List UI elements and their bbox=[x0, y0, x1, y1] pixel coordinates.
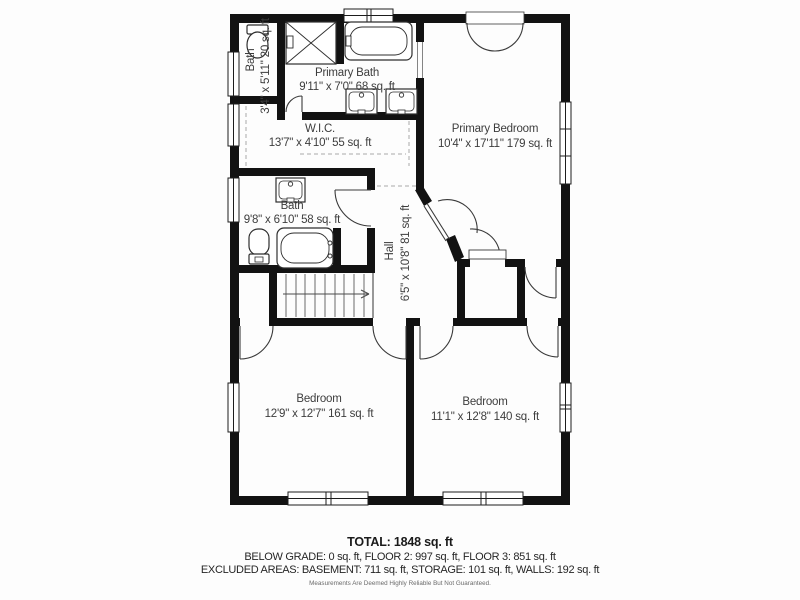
door bbox=[335, 190, 371, 226]
door bbox=[525, 267, 556, 298]
shower-fixture bbox=[286, 22, 336, 64]
wall-diagonal-segment bbox=[415, 188, 432, 206]
summary-excluded: EXCLUDED AREAS: BASEMENT: 711 sq. ft, STORAGE: 101 sq. ft, WALLS: 192 sq. ft bbox=[200, 564, 600, 576]
room-label-bath-middle: Bath bbox=[280, 200, 304, 212]
sink-fixture bbox=[276, 178, 305, 202]
closet-door-slab bbox=[469, 250, 506, 259]
wall-segment bbox=[269, 265, 277, 326]
door bbox=[286, 96, 302, 112]
staircase bbox=[283, 273, 373, 318]
summary-total: TOTAL: 1848 sq. ft bbox=[347, 535, 453, 549]
room-dims-primary-bedroom: 10'4" x 17'11" 179 sq. ft bbox=[437, 138, 553, 150]
room-label-bedroom-right: Bedroom bbox=[462, 396, 508, 408]
wall-segment bbox=[333, 228, 341, 273]
window bbox=[344, 9, 393, 22]
wall-segment bbox=[457, 259, 465, 326]
wall-segment bbox=[230, 318, 240, 326]
window bbox=[228, 383, 239, 432]
room-dims-primary-bath: 9'11" x 7'0" 68 sq. ft bbox=[299, 81, 395, 93]
door bbox=[373, 326, 406, 359]
room-dims-hall: 6'5" x 10'8" 81 sq. ft bbox=[400, 204, 412, 302]
room-labels bbox=[244, 17, 553, 423]
door bbox=[240, 326, 273, 359]
area-summary bbox=[201, 535, 599, 587]
room-dims-bedroom-left: 12'9" x 12'7" 161 sq. ft bbox=[264, 408, 374, 420]
wall-segment bbox=[367, 228, 375, 273]
summary-disclaimer: Measurements Are Deemed Highly Reliable But Not Guaranteed. bbox=[309, 580, 491, 587]
room-label-bath-upper: Bath bbox=[245, 48, 257, 72]
room-dims-bath-middle: 9'8" x 6'10" 58 sq. ft bbox=[243, 214, 341, 226]
window bbox=[228, 104, 239, 146]
window bbox=[228, 52, 239, 96]
wall-segment bbox=[556, 259, 570, 267]
room-dims-wic: 13'7" x 4'10" 55 sq. ft bbox=[268, 137, 372, 149]
room-label-wic: W.I.C. bbox=[304, 123, 336, 135]
door bbox=[527, 326, 558, 357]
window bbox=[443, 492, 523, 505]
wall-segment bbox=[272, 318, 373, 326]
wall-segment bbox=[558, 318, 570, 326]
door bbox=[420, 326, 453, 359]
wall-opening bbox=[415, 42, 425, 78]
double-door bbox=[466, 12, 524, 51]
room-label-hall: Hall bbox=[384, 241, 396, 261]
room-label-primary-bedroom: Primary Bedroom bbox=[451, 123, 539, 135]
wall-segment bbox=[230, 96, 285, 104]
room-label-bedroom-left: Bedroom bbox=[296, 393, 342, 405]
room-dims-bath-upper: 3'4" x 5'11" 20 sq. ft bbox=[260, 18, 272, 114]
window bbox=[560, 102, 571, 184]
window bbox=[288, 492, 368, 505]
window bbox=[560, 383, 571, 432]
wall-segment bbox=[367, 168, 375, 190]
wall-segment bbox=[277, 14, 285, 120]
room-dims-bedroom-right: 11'1" x 12'8" 140 sq. ft bbox=[431, 411, 539, 423]
toilet-fixture bbox=[249, 229, 269, 264]
wall-segment bbox=[336, 14, 344, 64]
bathtub-fixture bbox=[345, 22, 412, 60]
window bbox=[228, 178, 239, 222]
wall-diagonal-segment bbox=[446, 235, 464, 262]
summary-floors: BELOW GRADE: 0 sq. ft, FLOOR 2: 997 sq. ft, FLOOR 3: 851 sq. ft bbox=[244, 551, 556, 563]
bathtub-fixture bbox=[277, 228, 333, 268]
room-label-primary-bath: Primary Bath bbox=[314, 67, 380, 79]
wall-segment bbox=[230, 168, 375, 176]
wall-segment bbox=[416, 14, 424, 42]
wall-segment bbox=[517, 259, 525, 326]
wall-segment bbox=[406, 318, 414, 505]
